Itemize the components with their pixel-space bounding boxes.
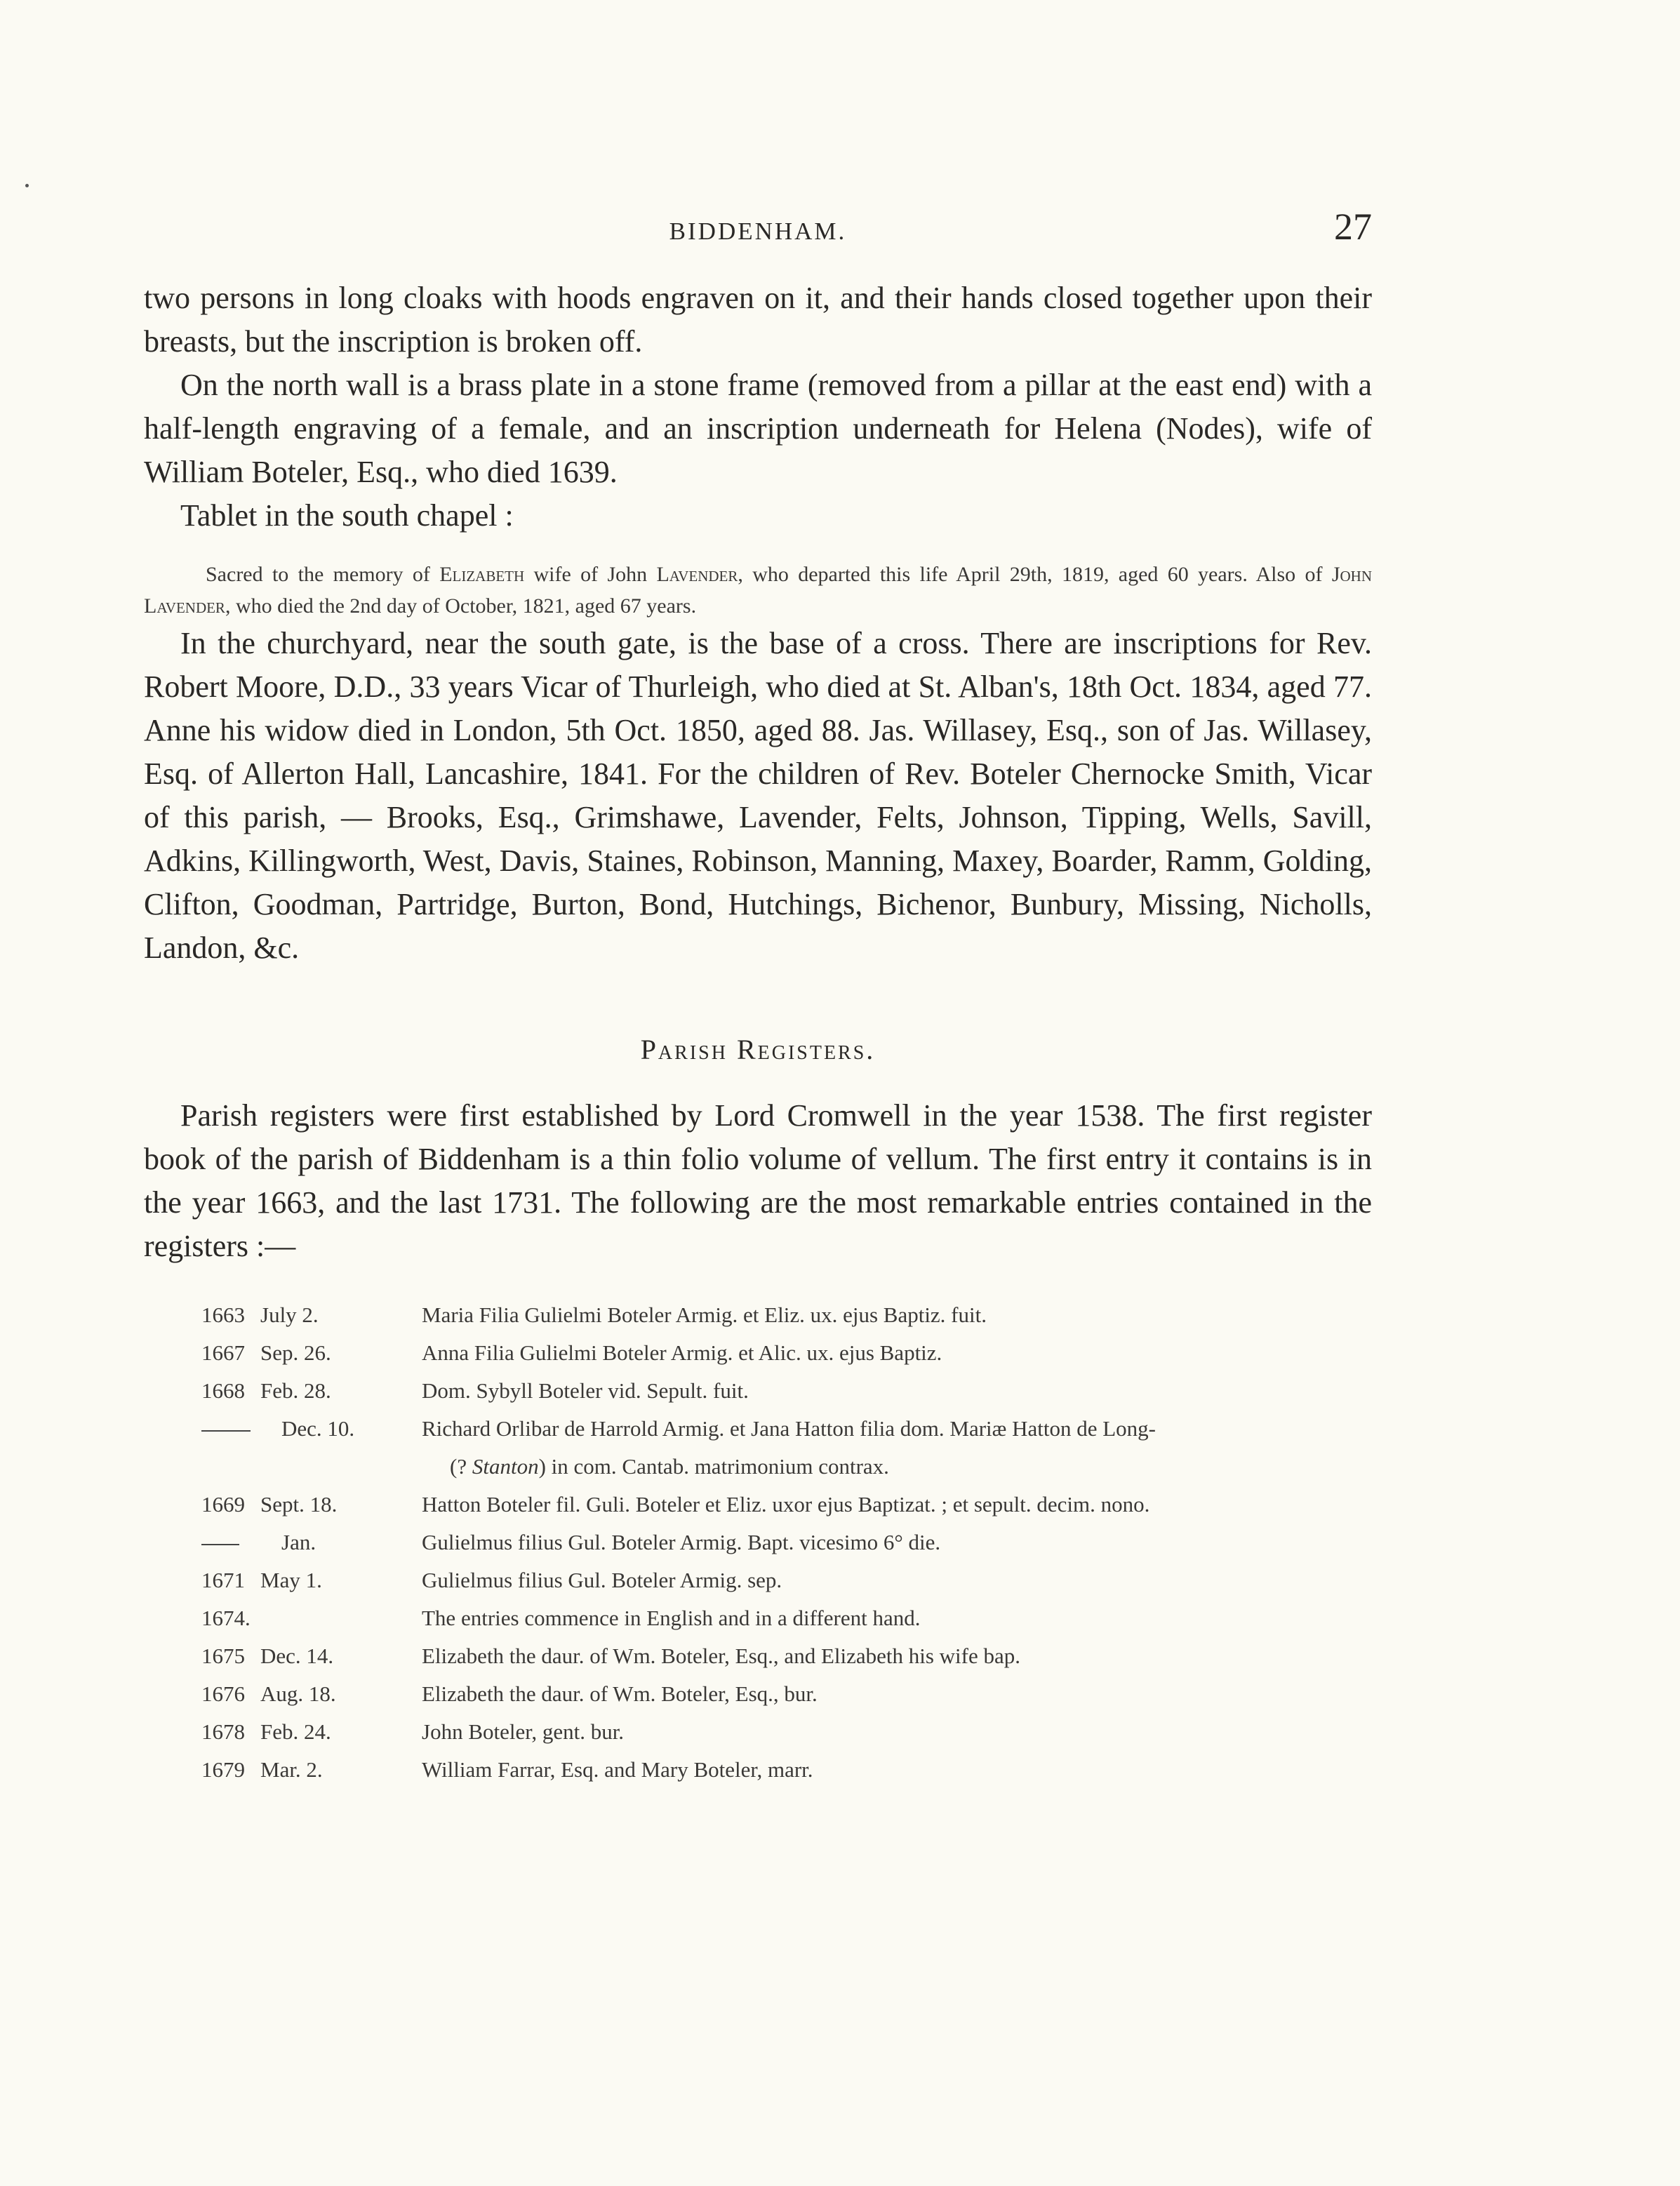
ditto-dash: [201, 1544, 239, 1545]
register-entry: 1676 Aug. 18. Elizabeth the daur. of Wm. Boteler, Esq., bur.: [201, 1681, 818, 1706]
register-entry: 1678 Feb. 24. John Boteler, gent. bur.: [201, 1719, 625, 1744]
tablet-text-2: wife of John: [524, 563, 657, 586]
register-entry: 1669 Sept. 18. Hatton Boteler fil. Guli. Boteler et Eliz. uxor ejus Baptizat. ; et sepult. decim. nono.: [201, 1492, 1150, 1517]
register-entry-continuation: (? Stanton) in com. Cantab. matrimonium contrax.: [450, 1454, 889, 1479]
register-entry: 1663 July 2. Maria Filia Gulielmi Boteler Armig. et Eliz. ux. ejus Baptiz. fuit.: [201, 1302, 987, 1327]
ditto-dash: [201, 1430, 251, 1432]
page-body: [144, 276, 1372, 1789]
register-entry: Dec. 10. Richard Orlibar de Harrold Armig. et Jana Hatton filia dom. Mariæ Hatton de Long-: [144, 1410, 1372, 1448]
register-entry: Jan. Gulielmus filius Gul. Boteler Armig. Bapt. vicesimo 6° die.: [144, 1524, 1372, 1561]
register-entry: 1671 May 1. Gulielmus filius Gul. Boteler Armig. sep.: [201, 1568, 782, 1592]
register-entry: 1679 Mar. 2. William Farrar, Esq. and Mary Boteler, marr.: [201, 1757, 813, 1782]
churchyard-paragraph: In the churchyard, near the south gate, is the base of a cross. There are inscriptions for Rev. Robert Moore, D.D., 33 years Vicar of Thurleigh, who died at St. Alban's, 18th Oct. 1834, aged 77. Anne his widow died in London, 5th Oct. 1850, aged 88. Jas. Willasey, Esq., son of Jas. Willasey, Esq. of Allerton Hall, Lancashire, 1841. For the children of Rev. Boteler Chernocke Smith, Vicar of this parish, — Brooks, Esq., Grimshawe, Lavender, Felts, Johnson, Tipping, Wells, Savill, Adkins, Killingworth, West, Davis, Staines, Robinson, Manning, Maxey, Boarder, Ramm, Golding, Clifton, Goodman, Partridge, Burton, Bond, Hutchings, Bichenor, Bunbury, Missing, Nicholls, Landon, &c.: [144, 626, 1372, 965]
register-entry: 1674. The entries commence in English and in a different hand.: [201, 1606, 921, 1630]
tablet-intro: Tablet in the south chapel :: [180, 498, 514, 533]
page-number: 27: [1334, 206, 1372, 248]
registers-paragraph: Parish registers were first established by Lord Cromwell in the year 1538. The first register book of the parish of Biddenham is a thin folio volume of vellum. The first entry it contains is in the year 1663, and the last 1731. The following are the most remarkable entries contained in the registers :—: [144, 1098, 1372, 1263]
tablet-name-john-lavender: John Lavender: [144, 563, 1372, 618]
intro-paragraph: two persons in long cloaks with hoods engraven on it, and their hands closed together upon their breasts, but the inscription is broken off.: [144, 281, 1372, 359]
brass-paragraph: On the north wall is a brass plate in a stone frame (removed from a pillar at the east end) with a half-length engraving of a female, and an inscription underneath for Helena (Nodes), wife of William Boteler, Esq., who died 1639.: [144, 368, 1372, 489]
tablet-text-4: , who died the 2nd day of October, 1821, aged 67 years.: [225, 594, 697, 618]
paper-speck: [25, 184, 29, 187]
tablet-text-1: Sacred to the memory of: [206, 563, 440, 586]
tablet-text-3: , who departed this life April 29th, 1819, aged 60 years. Also of: [738, 563, 1332, 586]
section-heading: Parish Registers.: [640, 1034, 876, 1065]
running-title: BIDDENHAM.: [669, 218, 847, 245]
register-entries: [144, 1296, 1372, 1789]
register-entry: 1668 Feb. 28. Dom. Sybyll Boteler vid. Sepult. fuit.: [201, 1378, 749, 1403]
tablet-name-elizabeth: Elizabeth: [439, 563, 525, 586]
register-entry: 1667 Sep. 26. Anna Filia Gulielmi Boteler Armig. et Alic. ux. ejus Baptiz.: [201, 1340, 942, 1365]
tablet-name-lavender: Lavender: [656, 563, 738, 586]
register-entry: 1675 Dec. 14. Elizabeth the daur. of Wm. Boteler, Esq., and Elizabeth his wife bap.: [201, 1644, 1021, 1668]
running-head: [144, 205, 1372, 254]
tablet-inscription: [144, 559, 1372, 622]
